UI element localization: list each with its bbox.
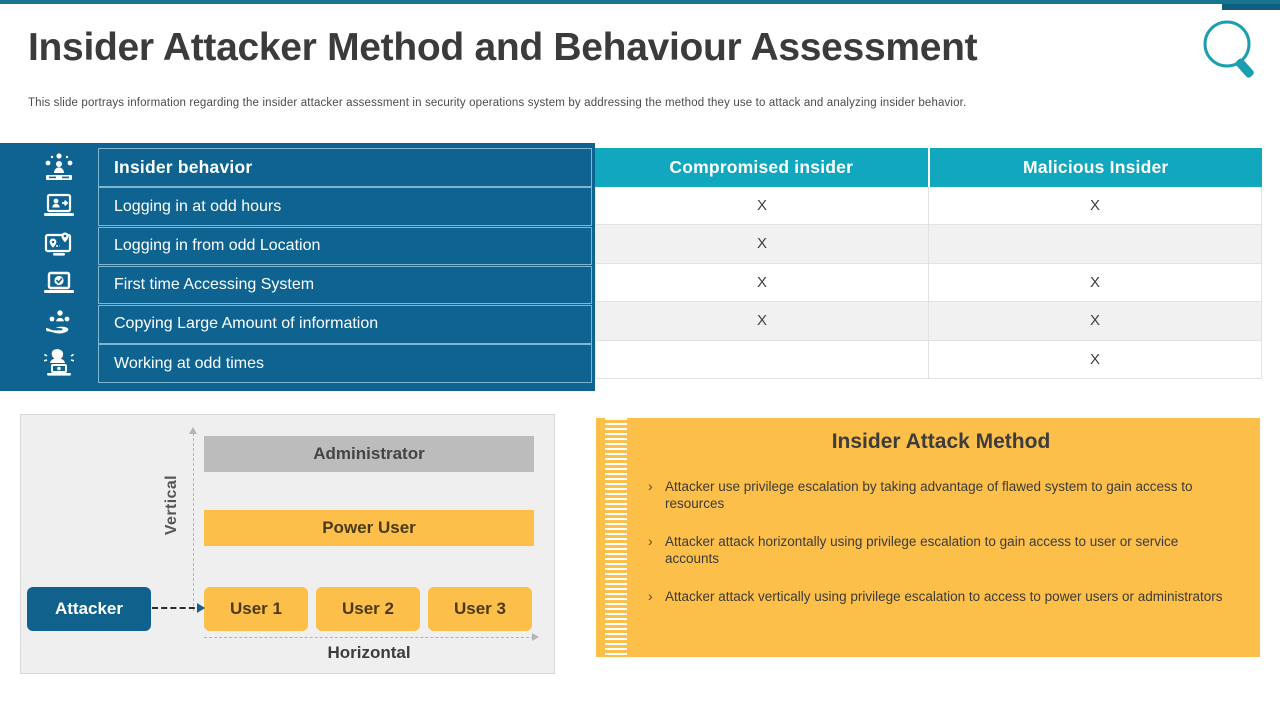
table-behavior-column [98, 148, 592, 384]
top-accent-bar [1222, 4, 1280, 10]
table-row-label[interactable]: Logging in from odd Location [98, 227, 592, 266]
table-row-label[interactable]: Copying Large Amount of information [98, 305, 592, 344]
cell-compromised: X [595, 264, 929, 303]
power-user-box[interactable]: Power User [204, 510, 534, 546]
bullet-text: Attacker use privilege escalation by taking advantage of flawed system to gain access to resources [665, 479, 1193, 511]
cell-compromised [595, 341, 929, 380]
vertical-axis-arrow-icon [189, 427, 197, 434]
table-header-row [595, 148, 1262, 187]
monitor-location-icon [30, 225, 88, 264]
table-row[interactable] [595, 187, 1262, 226]
table-row[interactable] [595, 264, 1262, 303]
list-item [648, 478, 1228, 512]
laptop-check-icon [30, 264, 88, 303]
bullet-text: Attacker attack horizontally using privilege escalation to gain access to user or service accounts [665, 534, 1179, 566]
cell-compromised: X [595, 225, 929, 264]
hand-users-icon [30, 303, 88, 342]
laptop-login-icon [30, 186, 88, 225]
cell-malicious: X [929, 302, 1262, 341]
list-item [648, 588, 1228, 605]
table-icon-column [30, 147, 88, 387]
table-row[interactable] [595, 341, 1262, 380]
chevron-right-icon: › [648, 478, 653, 494]
table-data-columns [595, 148, 1262, 379]
decorative-stripes [605, 418, 627, 657]
list-item [648, 533, 1228, 567]
magnifier-icon [1196, 18, 1268, 80]
attacker-box[interactable]: Attacker [27, 587, 151, 631]
table-row[interactable] [595, 302, 1262, 341]
chevron-right-icon: › [648, 533, 653, 549]
administrator-box[interactable]: Administrator [204, 436, 534, 472]
page-title: Insider Attacker Method and Behaviour Assessment [28, 26, 978, 69]
horizontal-axis-label: Horizontal [327, 643, 411, 662]
table-header-malicious: Malicious Insider [930, 148, 1263, 187]
cell-malicious [929, 225, 1262, 264]
table-header-behavior: Insider behavior [98, 148, 592, 187]
vertical-axis-line [193, 433, 194, 611]
table-row-label[interactable]: Working at odd times [98, 344, 592, 383]
user-box-1[interactable]: User 1 [204, 587, 308, 631]
user-box-3[interactable]: User 3 [428, 587, 532, 631]
chevron-right-icon: › [648, 588, 653, 604]
table-row[interactable] [595, 225, 1262, 264]
bullet-text: Attacker attack vertically using privilege escalation to access to power users or administrators [665, 589, 1223, 604]
cell-malicious: X [929, 187, 1262, 226]
table-row-label[interactable]: First time Accessing System [98, 266, 592, 305]
method-bullet-list [648, 478, 1228, 626]
top-rule-bar [0, 0, 1280, 4]
user-boxes [204, 587, 532, 631]
cell-malicious: X [929, 341, 1262, 380]
cell-malicious: X [929, 264, 1262, 303]
table-header-compromised: Compromised insider [595, 148, 930, 187]
attacker-arrow-head-icon [197, 603, 205, 613]
horizontal-axis-line [204, 637, 534, 638]
privilege-escalation-diagram [20, 414, 555, 674]
page-subtitle: This slide portrays information regarding the insider attacker assessment in security operations system by addressing the method they use to attack and analyzing insider behavior. [28, 97, 967, 109]
vertical-axis-label: Vertical [163, 475, 180, 536]
user-gear-network-icon [30, 147, 88, 186]
cell-compromised: X [595, 187, 929, 226]
table-row-label[interactable]: Logging in at odd hours [98, 187, 592, 226]
hacker-laptop-icon [30, 342, 88, 381]
insider-attack-method-panel [596, 418, 1260, 657]
horizontal-axis-arrow-icon [532, 633, 539, 641]
behavior-table [0, 143, 1262, 383]
cell-compromised: X [595, 302, 929, 341]
user-box-2[interactable]: User 2 [316, 587, 420, 631]
method-panel-title: Insider Attack Method [831, 430, 1051, 453]
